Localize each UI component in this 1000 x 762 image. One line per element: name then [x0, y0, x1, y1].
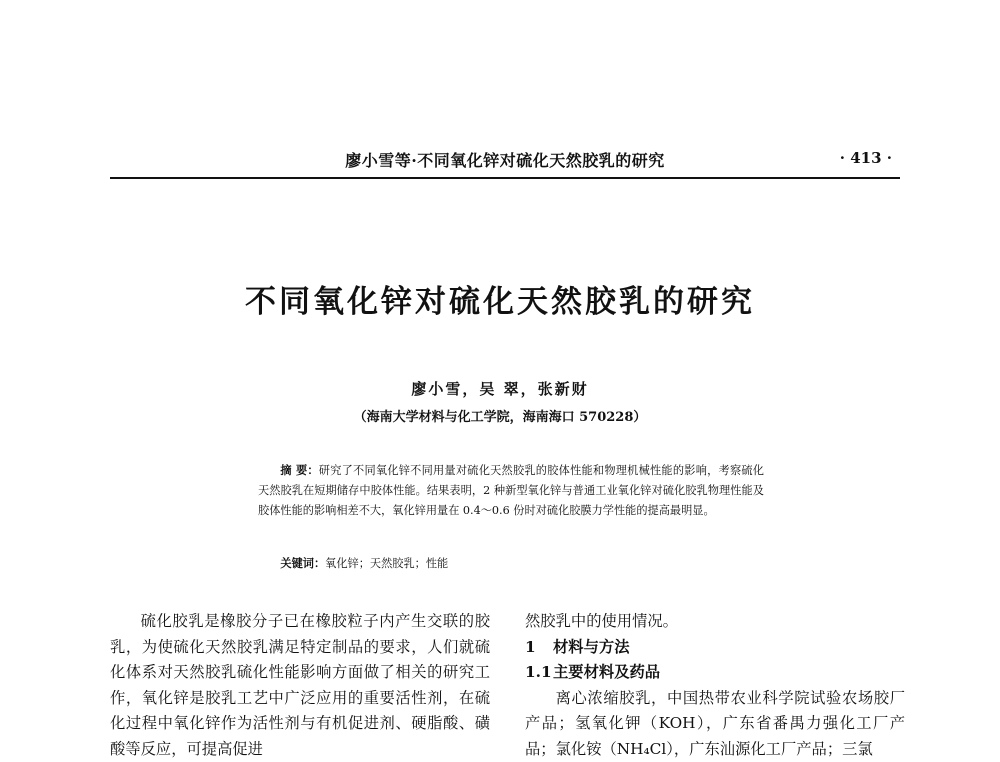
affiliation: （海南大学材料与化工学院，海南海口 570228）	[0, 406, 1000, 425]
keywords-label: 关键词：	[280, 556, 325, 570]
keywords-text: 氧化锌；天然胶乳；性能	[325, 557, 448, 570]
running-head	[110, 148, 900, 176]
body-right-column	[525, 609, 905, 762]
body-left-column	[110, 609, 490, 762]
abstract	[258, 460, 764, 521]
paper-title: 不同氧化锌对硫化天然胶乳的研究	[0, 276, 1000, 321]
keywords	[258, 553, 764, 574]
page-number: · 413 ·	[840, 149, 892, 167]
header-rule	[110, 177, 900, 179]
section-number: 1	[525, 635, 553, 661]
subsection-number: 1.1	[525, 660, 553, 686]
section-heading-1	[525, 635, 905, 661]
section-title: 材料与方法	[553, 638, 630, 656]
subsection-title: 主要材料及药品	[553, 663, 660, 681]
authors: 廖小雪，吴 翠，张新财	[0, 378, 1000, 399]
running-head-title: 廖小雪等·不同氧化锌对硫化天然胶乳的研究	[110, 148, 900, 171]
section-heading-1-1	[525, 660, 905, 686]
abstract-label: 摘 要：	[280, 463, 318, 477]
intro-paragraph: 硫化胶乳是橡胶分子已在橡胶粒子内产生交联的胶乳，为使硫化天然胶乳满足特定制品的要求，人们就硫化体系对天然胶乳硫化性能影响方面做了相关的研究工作，氧化锌是胶乳工艺中广泛应用的重要活性剂，在硫化过程中氧化锌作为活性剂与有机促进剂、硬脂酸、磺酸等反应，可提高促进	[110, 609, 490, 762]
abstract-text: 研究了不同氧化锌不同用量对硫化天然胶乳的胶体性能和物理机械性能的影响，考察硫化天然胶乳在短期储存中胶体性能。结果表明，2 种新型氧化锌与普通工业氧化锌对硫化胶乳物理性能及胶体性能的影响相差不大，氧化锌用量在 0.4～0.6 份时对硫化胶膜力学性能的提高最明显。	[258, 464, 764, 517]
continued-text: 然胶乳中的使用情况。	[525, 609, 905, 635]
materials-paragraph: 离心浓缩胶乳，中国热带农业科学院试验农场胶厂产品；氢氧化钾（KOH），广东省番禺力强化工厂产品；氯化铵（NH₄Cl），广东汕源化工厂产品；三氯	[525, 686, 905, 762]
